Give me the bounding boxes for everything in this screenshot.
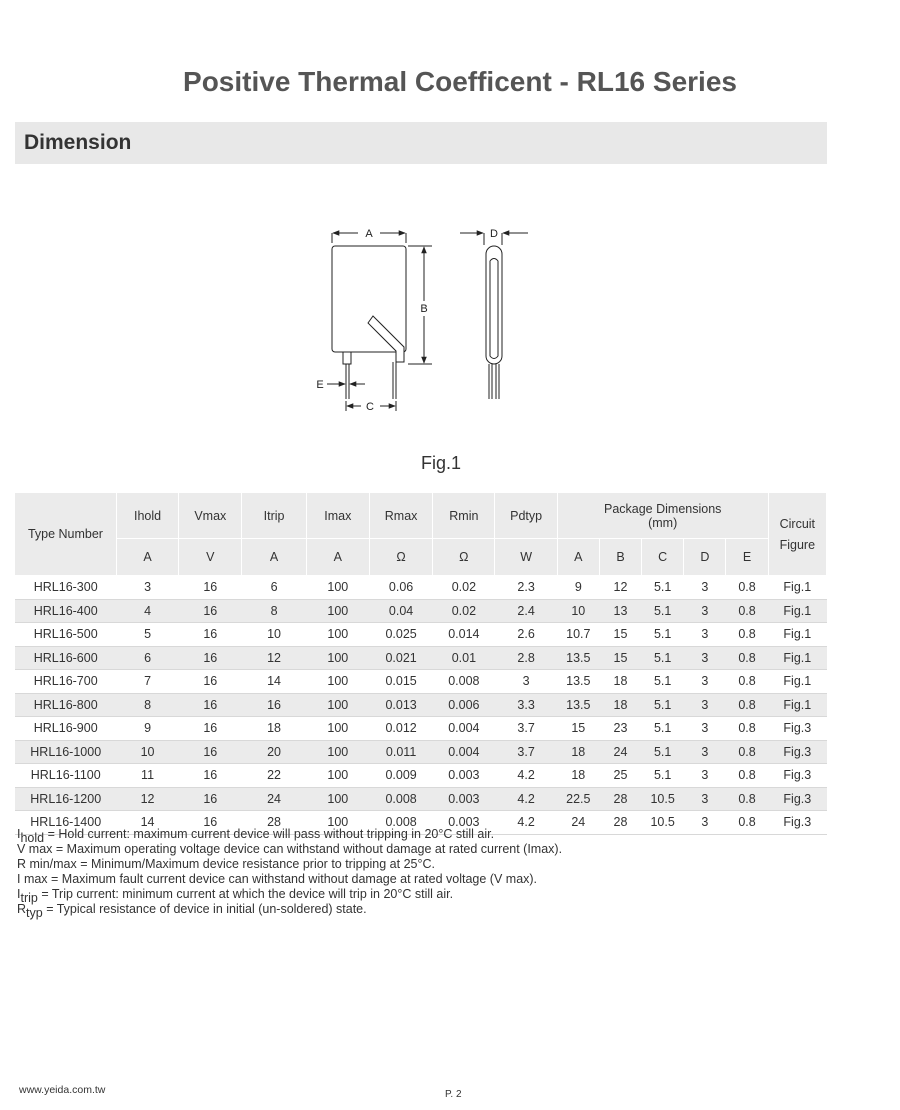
table-cell: 0.8	[726, 693, 768, 717]
table-cell: 0.025	[369, 623, 432, 647]
table-cell: 0.003	[433, 787, 495, 811]
table-cell: Fig.1	[768, 693, 826, 717]
header-param: Vmax	[179, 493, 242, 539]
table-cell: 3	[684, 623, 726, 647]
table-cell: Fig.1	[768, 576, 826, 600]
table-cell: Fig.3	[768, 787, 826, 811]
table-cell: 16	[179, 646, 242, 670]
dim-label-b: B	[420, 303, 428, 315]
note-line: $R_{typ}$ = Typical resistance of device in initial (un-soldered) state.	[17, 902, 367, 920]
note-line: R min/max = Minimum/Maximum device resistance prior to tripping at 25°C.	[17, 857, 435, 871]
table-cell: 13	[599, 599, 641, 623]
table-cell: 100	[306, 717, 369, 741]
type-number-cell: HRL16-300	[15, 576, 116, 600]
table-cell: 18	[557, 764, 599, 788]
table-cell: 0.014	[433, 623, 495, 647]
table-cell: 25	[599, 764, 641, 788]
table-cell: 18	[242, 717, 306, 741]
table-cell: 24	[242, 787, 306, 811]
header-param: Rmin	[433, 493, 495, 539]
table-cell: 0.8	[726, 646, 768, 670]
note-line: V max = Maximum operating voltage device can withstand without damage at rated current (Imax).	[17, 842, 563, 856]
table-cell: 4.2	[495, 764, 557, 788]
table-cell: 0.004	[433, 740, 495, 764]
table-cell: 100	[306, 764, 369, 788]
table-cell: 0.012	[369, 717, 432, 741]
table-cell: 16	[179, 717, 242, 741]
table-cell: 0.01	[433, 646, 495, 670]
table-cell: 16	[179, 740, 242, 764]
table-cell: 22	[242, 764, 306, 788]
table-cell: 100	[306, 599, 369, 623]
table-cell: 16	[179, 693, 242, 717]
header-param: Rmax	[369, 493, 432, 539]
table-cell: 10.7	[557, 623, 599, 647]
figure-caption: Fig.1	[420, 453, 462, 473]
footer-website: www.yeida.com.tw	[19, 1084, 106, 1096]
type-number-cell: HRL16-600	[15, 646, 116, 670]
header-param: Imax	[306, 493, 369, 539]
table-row	[15, 717, 827, 741]
section-header	[15, 122, 827, 164]
table-cell: 3	[684, 717, 726, 741]
table-cell: 3	[495, 670, 557, 694]
dim-label-d: D	[490, 228, 498, 240]
table-cell: 0.04	[369, 599, 432, 623]
header-unit: W	[495, 539, 557, 576]
table-cell: 3	[684, 670, 726, 694]
table-cell: 16	[179, 670, 242, 694]
note-line: I max = Maximum fault current device can withstand without damage at rated voltage (V max).	[17, 872, 538, 886]
table-cell: 100	[306, 811, 369, 835]
table-cell: Fig.1	[768, 646, 826, 670]
table-cell: 0.02	[433, 599, 495, 623]
table-cell: 14	[242, 670, 306, 694]
table-cell: 0.003	[433, 764, 495, 788]
table-cell: 10	[116, 740, 178, 764]
table-cell: 15	[599, 623, 641, 647]
table-cell: 100	[306, 623, 369, 647]
table-cell: 18	[557, 740, 599, 764]
table-cell: 18	[599, 693, 641, 717]
table-cell: 22.5	[557, 787, 599, 811]
table-cell: 12	[242, 646, 306, 670]
spec-table-body	[15, 576, 827, 835]
table-cell: 3	[684, 811, 726, 835]
type-number-cell: HRL16-400	[15, 599, 116, 623]
table-cell: 10	[242, 623, 306, 647]
dim-label-e: E	[316, 379, 324, 391]
table-cell: 2.4	[495, 599, 557, 623]
table-cell: 10.5	[642, 787, 684, 811]
table-cell: 4.2	[495, 787, 557, 811]
header-package-col: D	[684, 539, 726, 576]
table-cell: Fig.1	[768, 670, 826, 694]
type-number-cell: HRL16-900	[15, 717, 116, 741]
table-cell: 100	[306, 787, 369, 811]
table-cell: 23	[599, 717, 641, 741]
table-cell: 0.008	[369, 787, 432, 811]
header-package-col: E	[726, 539, 768, 576]
header-package-col: A	[557, 539, 599, 576]
table-row	[15, 670, 827, 694]
table-cell: 100	[306, 646, 369, 670]
table-cell: 10	[557, 599, 599, 623]
header-param: Ihold	[116, 493, 178, 539]
table-row	[15, 787, 827, 811]
table-cell: 3	[684, 693, 726, 717]
table-cell: 5.1	[642, 599, 684, 623]
table-cell: 5.1	[642, 670, 684, 694]
table-cell: 6	[242, 576, 306, 600]
table-cell: 3	[684, 576, 726, 600]
table-cell: 28	[242, 811, 306, 835]
table-cell: 13.5	[557, 693, 599, 717]
table-cell: 5.1	[642, 576, 684, 600]
table-cell: 11	[116, 764, 178, 788]
header-unit: A	[306, 539, 369, 576]
table-cell: 16	[179, 576, 242, 600]
table-cell: 100	[306, 693, 369, 717]
table-cell: 9	[116, 717, 178, 741]
table-cell: Fig.3	[768, 740, 826, 764]
type-number-cell: HRL16-700	[15, 670, 116, 694]
table-cell: 3	[684, 787, 726, 811]
header-unit: A	[242, 539, 306, 576]
table-cell: 4	[116, 599, 178, 623]
table-cell: 0.8	[726, 787, 768, 811]
table-cell: 5.1	[642, 623, 684, 647]
table-cell: 0.06	[369, 576, 432, 600]
table-cell: 24	[599, 740, 641, 764]
header-unit: A	[116, 539, 178, 576]
header-package-dimensions	[557, 493, 768, 539]
table-cell: 18	[599, 670, 641, 694]
table-cell: 0.8	[726, 670, 768, 694]
table-cell: 0.8	[726, 811, 768, 835]
header-unit: Ω	[369, 539, 432, 576]
table-cell: 16	[179, 623, 242, 647]
header-package-col: B	[599, 539, 641, 576]
table-cell: 0.009	[369, 764, 432, 788]
table-cell: Fig.1	[768, 599, 826, 623]
footer-page-number: P. 2	[445, 1089, 462, 1100]
table-cell: 0.021	[369, 646, 432, 670]
table-cell: 0.008	[433, 670, 495, 694]
table-cell: 0.015	[369, 670, 432, 694]
table-cell: 3	[684, 599, 726, 623]
table-cell: 0.02	[433, 576, 495, 600]
spec-table	[15, 493, 827, 835]
package-title: Package Dimensions	[603, 501, 722, 516]
table-cell: 0.006	[433, 693, 495, 717]
note-line: $I_{hold}$ = Hold current: maximum current device will pass without tripping in 20°C still air.	[17, 827, 495, 845]
table-cell: 15	[557, 717, 599, 741]
table-cell: 100	[306, 740, 369, 764]
table-cell: 2.3	[495, 576, 557, 600]
type-number-cell: HRL16-1100	[15, 764, 116, 788]
table-cell: 5.1	[642, 693, 684, 717]
table-cell: 100	[306, 670, 369, 694]
table-cell: 16	[179, 787, 242, 811]
table-cell: 8	[116, 693, 178, 717]
table-cell: 7	[116, 670, 178, 694]
table-cell: 5.1	[642, 717, 684, 741]
table-cell: 6	[116, 646, 178, 670]
ptc-body-front	[332, 246, 406, 352]
table-row	[15, 576, 827, 600]
table-cell: 8	[242, 599, 306, 623]
table-cell: 100	[306, 576, 369, 600]
table-cell: Fig.3	[768, 811, 826, 835]
package-unit: (mm)	[648, 515, 678, 530]
table-cell: 0.003	[433, 811, 495, 835]
table-cell: 13.5	[557, 646, 599, 670]
table-cell: 15	[599, 646, 641, 670]
header-package-col: C	[642, 539, 684, 576]
table-cell: 16	[179, 764, 242, 788]
ptc-body-side	[486, 246, 502, 364]
table-row	[15, 693, 827, 717]
table-cell: 5.1	[642, 740, 684, 764]
table-cell: 3.3	[495, 693, 557, 717]
table-cell: 0.011	[369, 740, 432, 764]
table-cell: 13.5	[557, 670, 599, 694]
table-cell: 0.8	[726, 740, 768, 764]
table-cell: 5.1	[642, 764, 684, 788]
table-cell: 0.013	[369, 693, 432, 717]
page-title: Positive Thermal Coefficent - RL16 Series	[183, 66, 737, 97]
table-row	[15, 599, 827, 623]
section-title: Dimension	[24, 131, 132, 154]
table-row	[15, 764, 827, 788]
table-cell: 3	[684, 740, 726, 764]
dimension-drawing	[300, 215, 560, 425]
table-cell: 0.8	[726, 599, 768, 623]
table-cell: 3	[684, 764, 726, 788]
table-cell: 2.8	[495, 646, 557, 670]
table-cell: 14	[116, 811, 178, 835]
type-number-cell: HRL16-1000	[15, 740, 116, 764]
table-cell: 0.8	[726, 576, 768, 600]
table-cell: 12	[599, 576, 641, 600]
header-param: Pdtyp	[495, 493, 557, 539]
table-cell: 16	[242, 693, 306, 717]
notes	[17, 827, 717, 920]
header-circuit-figure	[768, 493, 826, 576]
table-cell: 28	[599, 787, 641, 811]
table-row	[15, 623, 827, 647]
table-cell: 0.8	[726, 764, 768, 788]
note-line: $I_{trip}$ = Trip current: minimum current at which the device will trip in 20°C still air.	[17, 887, 454, 905]
table-cell: 2.6	[495, 623, 557, 647]
table-cell: 0.004	[433, 717, 495, 741]
table-cell: 16	[179, 811, 242, 835]
table-cell: Fig.3	[768, 717, 826, 741]
header-unit: Ω	[433, 539, 495, 576]
table-cell: Fig.1	[768, 623, 826, 647]
table-cell: 5	[116, 623, 178, 647]
table-cell: 28	[599, 811, 641, 835]
table-cell: Fig.3	[768, 764, 826, 788]
dim-label-a: A	[365, 228, 373, 240]
table-cell: 4.2	[495, 811, 557, 835]
table-cell: 3	[684, 646, 726, 670]
type-number-cell: HRL16-1200	[15, 787, 116, 811]
figure-label: Figure	[779, 537, 816, 552]
table-cell: 0.008	[369, 811, 432, 835]
table-cell: 0.8	[726, 623, 768, 647]
table-cell: 16	[179, 599, 242, 623]
table-cell: 3.7	[495, 717, 557, 741]
table-row	[15, 740, 827, 764]
table-cell: 12	[116, 787, 178, 811]
type-number-cell: HRL16-500	[15, 623, 116, 647]
type-number-cell: HRL16-1400	[15, 811, 116, 835]
table-cell: 0.8	[726, 717, 768, 741]
table-cell: 24	[557, 811, 599, 835]
table-cell: 10.5	[642, 811, 684, 835]
table-cell: 20	[242, 740, 306, 764]
dim-label-c: C	[366, 401, 374, 413]
table-cell: 3.7	[495, 740, 557, 764]
header-param: Itrip	[242, 493, 306, 539]
type-number-cell: HRL16-800	[15, 693, 116, 717]
table-cell: 3	[116, 576, 178, 600]
circuit-label: Circuit	[779, 516, 816, 531]
header-unit: V	[179, 539, 242, 576]
table-cell: 9	[557, 576, 599, 600]
table-cell: 5.1	[642, 646, 684, 670]
table-row	[15, 646, 827, 670]
header-type-number: Type Number	[15, 493, 116, 576]
